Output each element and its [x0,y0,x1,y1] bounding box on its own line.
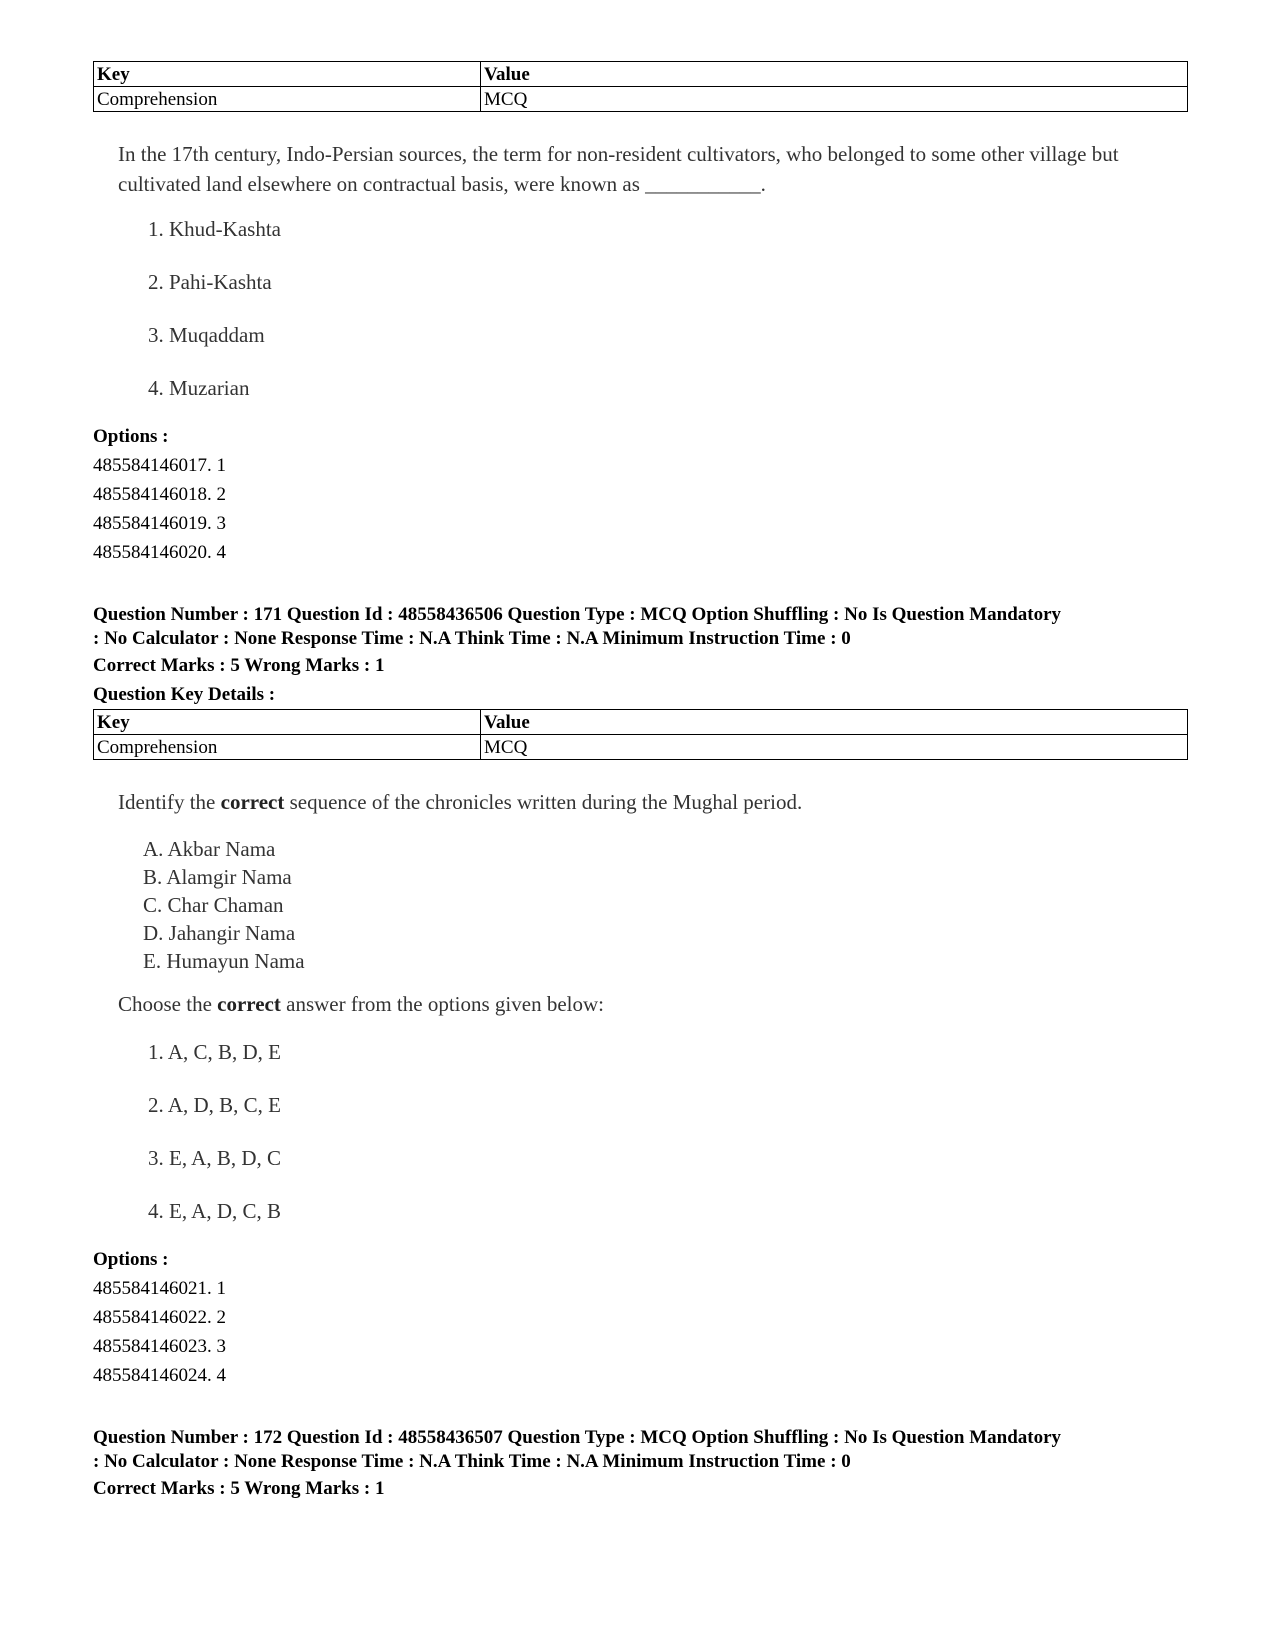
option-id: 485584146021. 1 [93,1278,226,1299]
option-id: 485584146023. 3 [93,1336,226,1357]
question-image [93,787,1188,1224]
table-cell-value: MCQ [481,735,1188,760]
table-header-value: Value [481,710,1188,735]
answer-choice: 1. Khud-Kashta [148,217,281,241]
question-meta: : No Calculator : None Response Time : N.A Think Time : N.A Minimum Instruction Time : 0 [93,628,851,649]
table-header-key: Key [94,710,481,735]
question-stem: In the 17th century, Indo-Persian sources, the term for non-resident cultivators, who belonged to some other village but cultivated land elsewhere on contractual basis, were known as ___________. [118,142,1119,196]
options-label: Options : [93,426,169,447]
list-item: C. Char Chaman [143,893,284,917]
option-id: 485584146019. 3 [93,513,226,534]
table-header-key: Key [94,62,481,87]
question-header [93,1426,1188,1503]
option-id: 485584146022. 2 [93,1307,226,1328]
key-details-label: Question Key Details : [93,684,276,705]
table-header-value: Value [481,62,1188,87]
question-stem: Identify the correct sequence of the chronicles written during the Mughal period. [118,790,803,814]
list-item: A. Akbar Nama [143,837,276,861]
answer-choice: 4. Muzarian [148,376,250,400]
marks-line: Correct Marks : 5 Wrong Marks : 1 [93,655,385,676]
question-image [93,139,1188,401]
answer-choice: 2. Pahi-Kashta [148,270,272,294]
list-item: B. Alamgir Nama [143,865,292,889]
option-id: 485584146018. 2 [93,484,226,505]
options-label: Options : [93,1249,169,1270]
answer-choice: 2. A, D, B, C, E [148,1093,282,1117]
question-instruction: Choose the correct answer from the options given below: [118,992,604,1016]
option-id: 485584146024. 4 [93,1365,226,1386]
question-header [93,603,1188,709]
list-item: E. Humayun Nama [143,949,305,973]
table-cell-value: MCQ [481,87,1188,112]
table-cell-key: Comprehension [94,87,481,112]
option-id: 485584146017. 1 [93,455,226,476]
answer-choice: 1. A, C, B, D, E [148,1040,282,1064]
answer-choice: 3. Muqaddam [148,323,265,347]
option-id: 485584146020. 4 [93,542,226,563]
answer-choice: 4. E, A, D, C, B [148,1199,282,1223]
table-cell-key: Comprehension [94,735,481,760]
answer-choice: 3. E, A, B, D, C [148,1146,282,1170]
list-item: D. Jahangir Nama [143,921,296,945]
question-meta: Question Number : 171 Question Id : 48558436506 Question Type : MCQ Option Shuffling : No Is Question Mandatory [93,604,1062,625]
marks-line: Correct Marks : 5 Wrong Marks : 1 [93,1478,385,1499]
question-meta: : No Calculator : None Response Time : N.A Think Time : N.A Minimum Instruction Time : 0 [93,1451,851,1472]
document-page [93,61,1188,1503]
question-meta: Question Number : 172 Question Id : 48558436507 Question Type : MCQ Option Shuffling : No Is Question Mandatory [93,1427,1062,1448]
key-value-table [93,709,1188,760]
key-value-table [93,61,1188,112]
